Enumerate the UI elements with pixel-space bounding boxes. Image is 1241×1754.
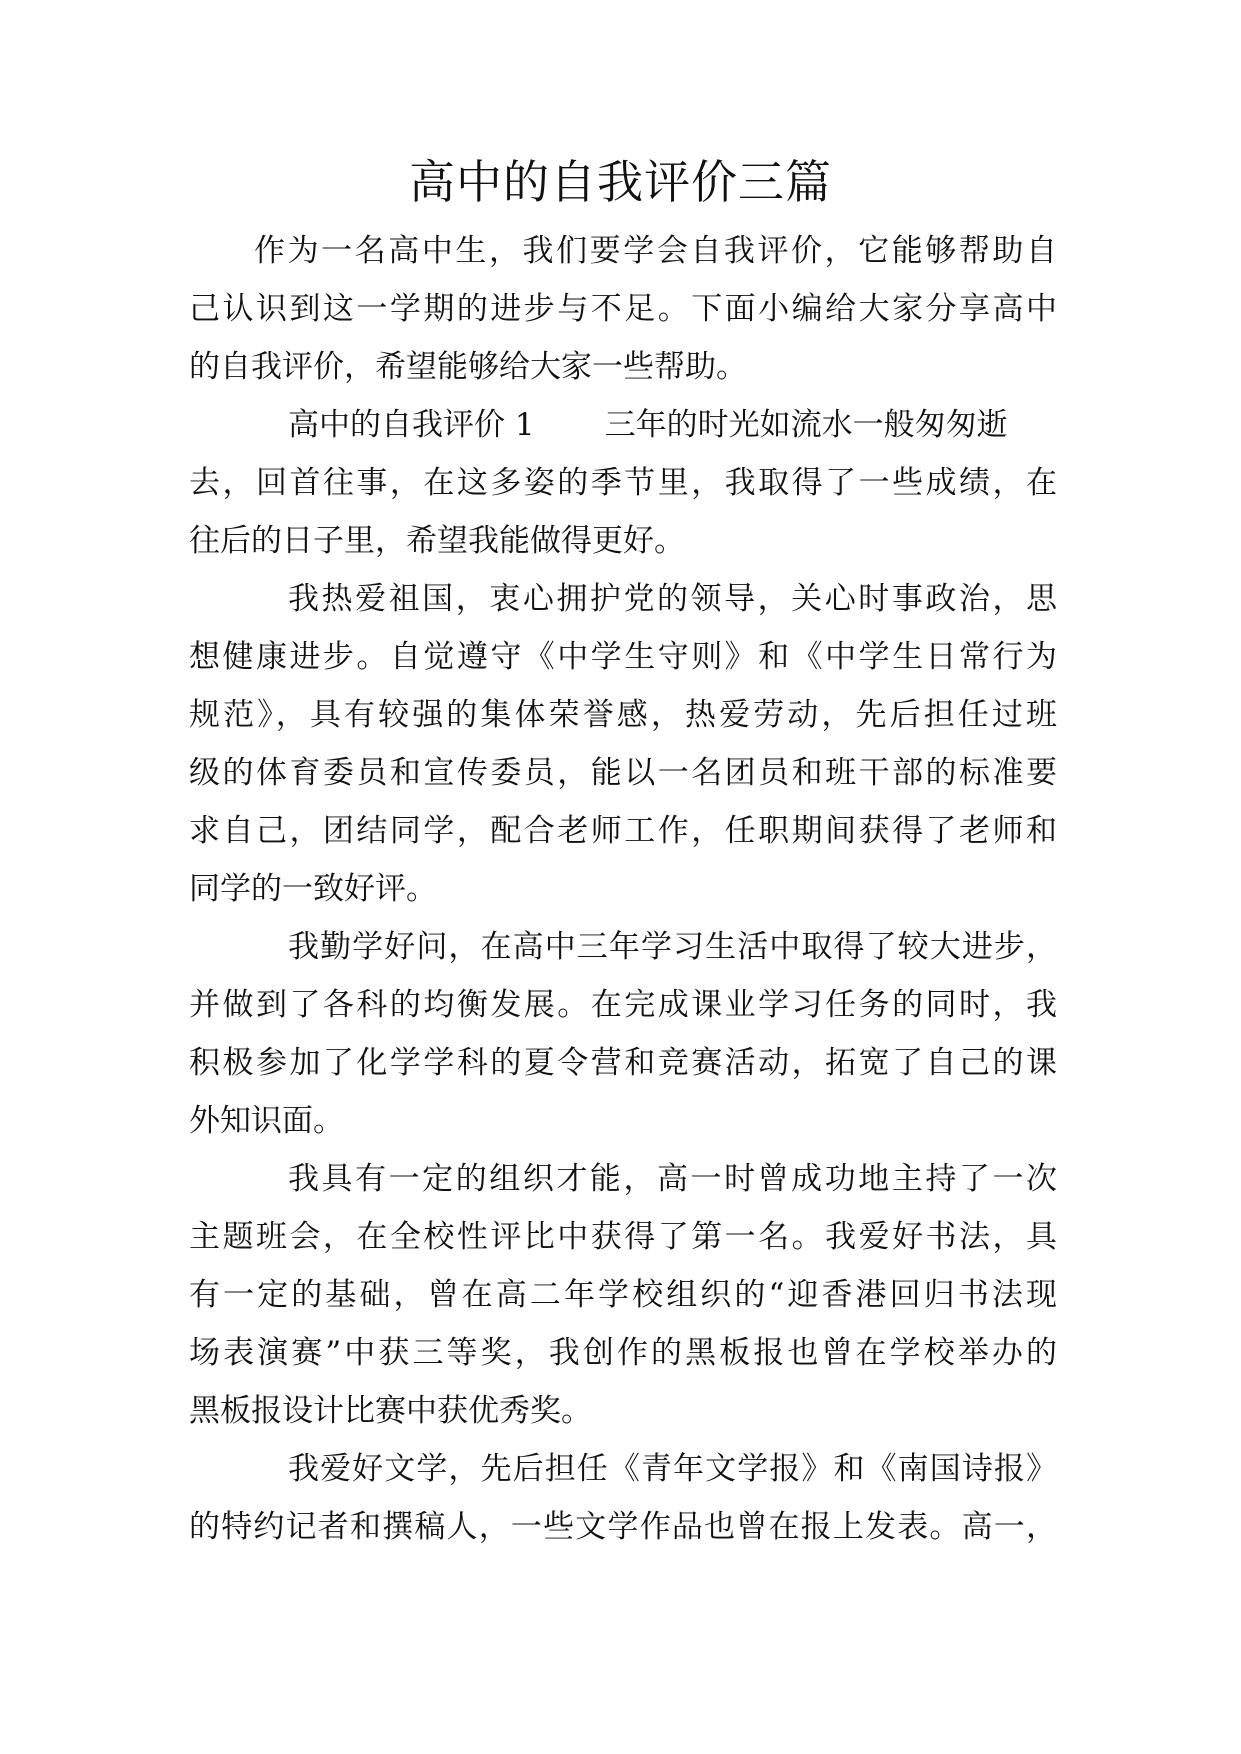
- section1-line: 往后的日子里，希望我能做得更好。: [189, 523, 685, 559]
- document-body: [189, 222, 1057, 1556]
- paragraph-line: 的特约记者和撰稿人，一些文学作品也曾在报上发表。高一，: [189, 1509, 1057, 1545]
- paragraph-line: 同学的一致好评。: [189, 871, 437, 907]
- paragraph-5: [189, 1440, 1057, 1556]
- paragraph-line: 场表演赛”中获三等奖，我创作的黑板报也曾在学校举办的: [189, 1335, 1057, 1371]
- document-title: 高中的自我评价三篇: [409, 155, 832, 209]
- section1-first-line-text: 三年的时光如流水一般匆匆逝: [604, 407, 1008, 443]
- paragraph-line: 黑板报设计比赛中获优秀奖。: [189, 1393, 592, 1429]
- section1-line: 去，回首往事，在这多姿的季节里，我取得了一些成绩，在: [189, 465, 1057, 501]
- paragraph-line: 我具有一定的组织才能，高一时曾成功地主持了一次: [288, 1161, 1057, 1197]
- paragraph-line: 我热爱祖国，衷心拥护党的领导，关心时事政治，思: [288, 581, 1057, 617]
- paragraph-line: 级的体育委员和宣传委员，能以一名团员和班干部的标准要: [189, 755, 1057, 791]
- intro-line: 作为一名高中生，我们要学会自我评价，它能够帮助自: [254, 233, 1057, 269]
- paragraph-4: [189, 1150, 1057, 1440]
- paragraph-line: 积极参加了化学学科的夏令营和竞赛活动，拓宽了自己的课: [189, 1045, 1057, 1081]
- paragraph-line: 主题班会，在全校性评比中获得了第一名。我爱好书法，具: [189, 1219, 1057, 1255]
- paragraph-line: 求自己，团结同学，配合老师工作，任职期间获得了老师和: [189, 813, 1057, 849]
- paragraph-line: 我勤学好问，在高中三年学习生活中取得了较大进步，: [288, 929, 1057, 965]
- section1-first-line: [189, 396, 1057, 454]
- paragraph-3: [189, 918, 1057, 1150]
- paragraph-line: 我爱好文学，先后担任《青年文学报》和《南国诗报》: [288, 1451, 1057, 1487]
- section-heading: 高中的自我评价 1: [288, 407, 535, 443]
- paragraph-line: 想健康进步。自觉遵守《中学生守则》和《中学生日常行为: [189, 639, 1057, 675]
- intro-paragraph: [189, 222, 1057, 396]
- intro-line: 的自我评价，希望能够给大家一些帮助。: [189, 349, 747, 385]
- paragraph-2: [189, 570, 1057, 918]
- section1-paragraph: [189, 396, 1057, 570]
- paragraph-line: 并做到了各科的均衡发展。在完成课业学习任务的同时，我: [189, 987, 1057, 1023]
- intro-line: 己认识到这一学期的进步与不足。下面小编给大家分享高中: [189, 291, 1057, 327]
- paragraph-line: 有一定的基础，曾在高二年学校组织的“迎香港回归书法现: [189, 1277, 1057, 1313]
- paragraph-line: 外知识面。: [189, 1103, 344, 1139]
- paragraph-line: 规范》，具有较强的集体荣誉感，热爱劳动，先后担任过班: [189, 697, 1057, 733]
